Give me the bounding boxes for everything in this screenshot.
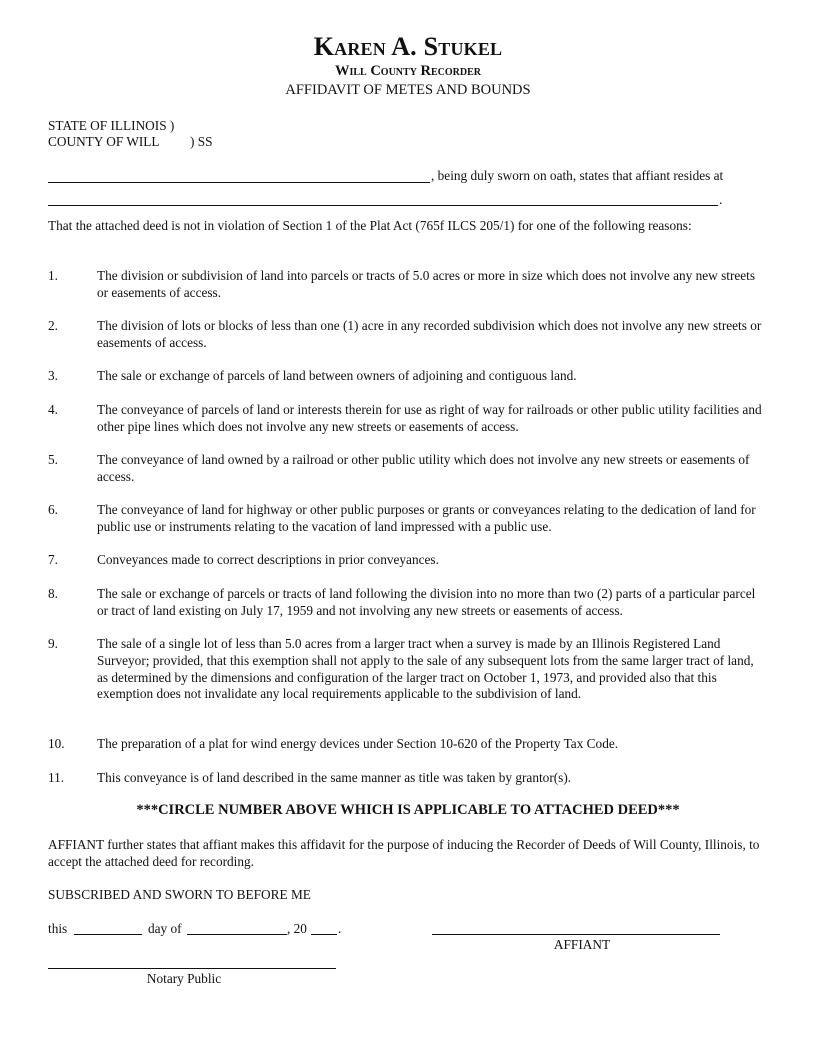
- date-year-prefix: , 20: [287, 921, 307, 936]
- reason-number: 11.: [48, 770, 65, 785]
- date-period: .: [338, 921, 342, 936]
- reason-text: The sale or exchange of parcels of land between owners of adjoining and contiguous land.: [97, 368, 577, 383]
- reason-number: 4.: [48, 402, 58, 417]
- reason-text: The conveyance of parcels of land or interests therein for use as right of way for railroads or other public utility facilities and other pipe lines which does not involve any new streets or easements of access.: [97, 402, 762, 434]
- day-blank[interactable]: [74, 934, 142, 935]
- reason-text: The conveyance of land for highway or other public purposes or grants or conveyances relating to the dedication of land for public use or instruments relating to the vacation of land impressed with a public use.: [97, 502, 756, 534]
- venue-ss: ) SS: [190, 134, 213, 149]
- reason-number: 2.: [48, 318, 58, 333]
- notary-signature-line[interactable]: [48, 968, 336, 969]
- recorder-name: Karen A. Stukel: [313, 32, 503, 61]
- reason-number: 6.: [48, 502, 58, 517]
- affiant-name-blank[interactable]: [48, 182, 430, 183]
- year-blank[interactable]: [311, 934, 337, 935]
- reason-number: 9.: [48, 636, 58, 651]
- reason-text: The preparation of a plat for wind energy devices under Section 10-620 of the Property Tax Code.: [97, 736, 619, 751]
- date-this: this: [48, 921, 68, 936]
- recorder-office: Will County Recorder: [334, 63, 482, 79]
- date-day-of: day of: [148, 921, 182, 936]
- reason-text: The division or subdivision of land into parcels or tracts of 5.0 acres or more in size which does not involve any new streets or easements of access.: [97, 268, 756, 300]
- reason-text: The conveyance of land owned by a railroad or other public utility which does not involve any new streets or easements of access.: [97, 452, 750, 484]
- circle-instruction: ***CIRCLE NUMBER ABOVE WHICH IS APPLICABLE TO ATTACHED DEED***: [136, 802, 680, 818]
- reason-text: The sale of a single lot of less than 5.0 acres from a larger tract when a survey is made by an Illinois Registered Land Surveyor; provided, that this exemption shall not apply to the sale of any subsequent lots from the same larger tract of land, as determined by the dimensions and configuration of the larger tract on October 1, 1973, and provided also that this exemption does not invalidate any local requirements applicable to the subdivision of land.: [97, 636, 754, 702]
- reason-number: 1.: [48, 268, 58, 283]
- residence-period: .: [719, 192, 723, 207]
- affiant-clause: , being duly sworn on oath, states that affiant resides at: [431, 168, 724, 183]
- affiant-signature-line[interactable]: [432, 934, 720, 935]
- reason-text: The sale or exchange of parcels or tracts of land following the division into no more than two (2) parts of a particular parcel or tract of land existing on July 17, 1959 and not involving any new streets or easements of access.: [97, 586, 756, 618]
- affiant-paragraph: AFFIANT further states that affiant makes this affidavit for the purpose of inducing the Recorder of Deeds of Will County, Illinois, to accept the attached deed for recording.: [48, 837, 760, 869]
- subscribed-text: SUBSCRIBED AND SWORN TO BEFORE ME: [48, 887, 311, 902]
- reason-number: 7.: [48, 552, 58, 567]
- notary-label: Notary Public: [146, 971, 222, 986]
- plat-act-statement: That the attached deed is not in violation of Section 1 of the Plat Act (765f ILCS 205/1) for one of the following reasons:: [48, 218, 692, 233]
- venue-state: STATE OF ILLINOIS ): [48, 118, 175, 133]
- affiant-label: AFFIANT: [553, 937, 611, 952]
- reason-number: 10.: [48, 736, 65, 751]
- reason-number: 3.: [48, 368, 58, 383]
- venue-county: COUNTY OF WILL: [48, 134, 160, 149]
- reason-text: Conveyances made to correct descriptions in prior conveyances.: [97, 552, 439, 567]
- document-title: AFFIDAVIT OF METES AND BOUNDS: [285, 82, 531, 98]
- reason-text: This conveyance is of land described in the same manner as title was taken by grantor(s).: [97, 770, 572, 785]
- reason-number: 8.: [48, 586, 58, 601]
- month-blank[interactable]: [187, 934, 287, 935]
- affiant-residence-blank[interactable]: [48, 205, 718, 206]
- reason-text: The division of lots or blocks of less than one (1) acre in any recorded subdivision which does not involve any new streets or easements of access.: [97, 318, 762, 350]
- reason-number: 5.: [48, 452, 58, 467]
